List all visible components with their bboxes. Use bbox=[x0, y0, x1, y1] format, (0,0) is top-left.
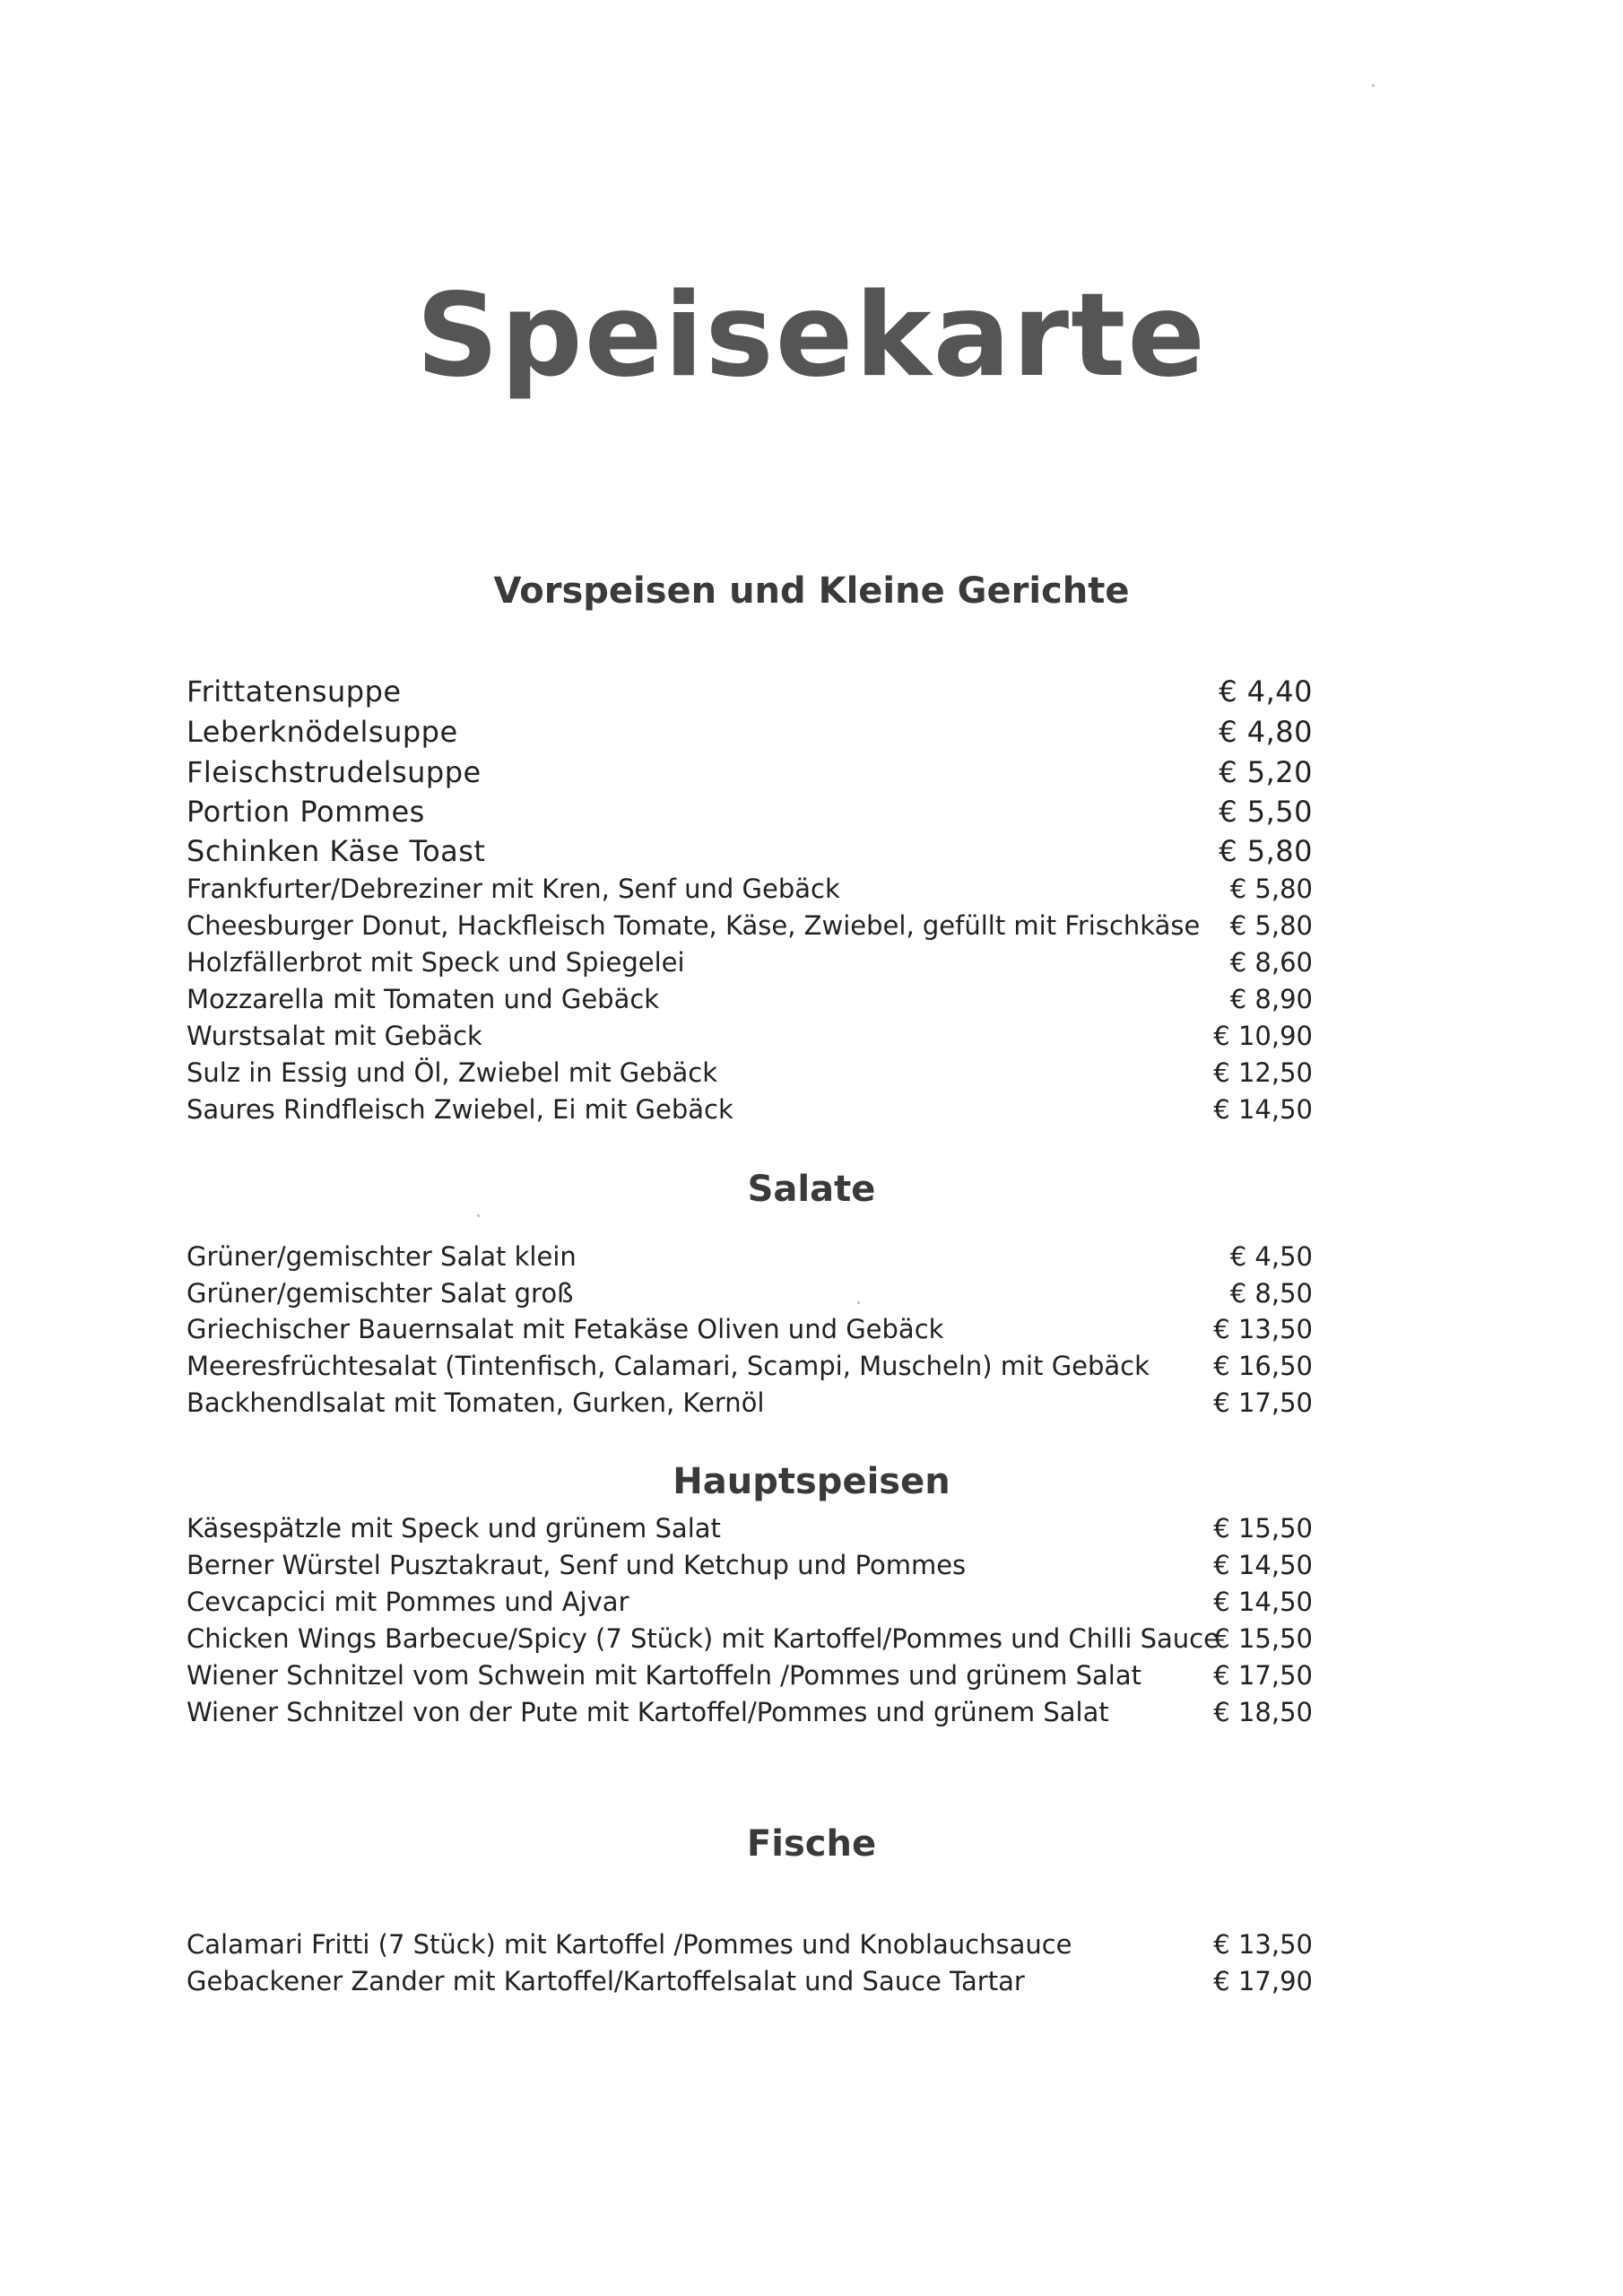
section-heading-salate: Salate bbox=[747, 1169, 876, 1210]
item-price: € 5,20 bbox=[1219, 755, 1313, 789]
item-name: Chicken Wings Barbecue/Spicy (7 Stück) mit Kartoffel/Pommes und Chilli Sauce bbox=[187, 1623, 1219, 1654]
menu-item bbox=[187, 1057, 1313, 1097]
item-price: € 8,90 bbox=[1229, 984, 1313, 1014]
item-price: € 15,50 bbox=[1213, 1513, 1313, 1544]
item-price: € 4,80 bbox=[1219, 715, 1313, 749]
menu-item bbox=[187, 1351, 1313, 1390]
item-price: € 5,80 bbox=[1219, 834, 1313, 868]
item-name: Cevcapcici mit Pommes und Ajvar bbox=[187, 1587, 629, 1617]
item-price: € 8,50 bbox=[1229, 1278, 1313, 1309]
menu-item bbox=[187, 1241, 1313, 1281]
item-price: € 17,90 bbox=[1213, 1966, 1313, 1996]
scan-speck bbox=[857, 1301, 860, 1304]
menu-item bbox=[187, 834, 1313, 874]
scan-speck bbox=[1372, 84, 1375, 87]
item-name: Calamari Fritti (7 Stück) mit Kartoffel /Pommes und Knoblauchsauce bbox=[187, 1929, 1072, 1960]
menu-item bbox=[187, 874, 1313, 913]
item-price: € 4,50 bbox=[1229, 1241, 1313, 1272]
item-name: Cheesburger Donut, Hackfleisch Tomate, Käse, Zwiebel, gefüllt mit Frischkäse bbox=[187, 910, 1201, 941]
item-price: € 17,50 bbox=[1213, 1660, 1313, 1691]
item-name: Mozzarella mit Tomaten und Gebäck bbox=[187, 984, 660, 1014]
item-name: Gebackener Zander mit Kartoffel/Kartoffelsalat und Sauce Tartar bbox=[187, 1966, 1025, 1996]
item-name: Käsespätzle mit Speck und grünem Salat bbox=[187, 1513, 721, 1544]
menu-item bbox=[187, 674, 1313, 714]
menu-item bbox=[187, 984, 1313, 1023]
item-price: € 17,50 bbox=[1213, 1387, 1313, 1418]
item-name: Fleischstrudelsuppe bbox=[187, 755, 482, 789]
menu-item bbox=[187, 1278, 1313, 1318]
item-name: Portion Pommes bbox=[187, 795, 425, 829]
item-price: € 10,90 bbox=[1213, 1021, 1313, 1051]
item-name: Saures Rindfleisch Zwiebel, Ei mit Gebäck bbox=[187, 1094, 733, 1125]
item-name: Frittatensuppe bbox=[187, 674, 402, 709]
item-name: Berner Würstel Pusztakraut, Senf und Ketchup und Pommes bbox=[187, 1550, 967, 1580]
item-price: € 5,50 bbox=[1219, 795, 1313, 829]
item-price: € 14,50 bbox=[1213, 1587, 1313, 1617]
item-price: € 18,50 bbox=[1213, 1697, 1313, 1727]
item-name: Schinken Käse Toast bbox=[187, 834, 486, 868]
menu-item bbox=[187, 910, 1313, 950]
menu-item bbox=[187, 1966, 1313, 2005]
item-price: € 13,50 bbox=[1213, 1314, 1313, 1344]
menu-item bbox=[187, 1387, 1313, 1427]
menu-item bbox=[187, 1587, 1313, 1626]
section-heading-hauptspeisen: Hauptspeisen bbox=[673, 1461, 950, 1502]
menu-item bbox=[187, 1550, 1313, 1589]
item-price: € 13,50 bbox=[1213, 1929, 1313, 1960]
item-price: € 5,80 bbox=[1229, 874, 1313, 904]
menu-item bbox=[187, 1513, 1313, 1552]
menu-item bbox=[187, 755, 1313, 795]
item-price: € 8,60 bbox=[1229, 947, 1313, 978]
item-name: Griechischer Bauernsalat mit Fetakäse Oliven und Gebäck bbox=[187, 1314, 944, 1344]
page-title: Speisekarte bbox=[415, 269, 1208, 403]
menu-item bbox=[187, 795, 1313, 834]
menu-item bbox=[187, 1021, 1313, 1060]
item-name: Backhendlsalat mit Tomaten, Gurken, Kernöl bbox=[187, 1387, 765, 1418]
menu-item bbox=[187, 1929, 1313, 1969]
item-name: Leberknödelsuppe bbox=[187, 715, 458, 749]
item-name: Meeresfrüchtesalat (Tintenfisch, Calamari, Scampi, Muscheln) mit Gebäck bbox=[187, 1351, 1150, 1381]
menu-item bbox=[187, 1697, 1313, 1736]
item-price: € 14,50 bbox=[1213, 1094, 1313, 1125]
section-heading-fische: Fische bbox=[746, 1823, 877, 1865]
item-price: € 15,50 bbox=[1213, 1623, 1313, 1654]
item-name: Wurstsalat mit Gebäck bbox=[187, 1021, 482, 1051]
menu-item bbox=[187, 1660, 1313, 1700]
item-price: € 5,80 bbox=[1229, 910, 1313, 941]
section-heading-vorspeisen: Vorspeisen und Kleine Gerichte bbox=[493, 570, 1130, 612]
item-price: € 16,50 bbox=[1213, 1351, 1313, 1381]
item-name: Sulz in Essig und Öl, Zwiebel mit Gebäck bbox=[187, 1057, 718, 1088]
scan-speck bbox=[477, 1214, 480, 1217]
item-name: Frankfurter/Debreziner mit Kren, Senf und Gebäck bbox=[187, 874, 840, 904]
menu-item bbox=[187, 947, 1313, 987]
menu-item bbox=[187, 1623, 1313, 1663]
item-name: Grüner/gemischter Salat groß bbox=[187, 1278, 574, 1309]
item-name: Holzfällerbrot mit Speck und Spiegelei bbox=[187, 947, 685, 978]
menu-item bbox=[187, 1314, 1313, 1353]
item-price: € 4,40 bbox=[1219, 674, 1313, 709]
item-name: Wiener Schnitzel vom Schwein mit Kartoffeln /Pommes und grünem Salat bbox=[187, 1660, 1141, 1691]
item-name: Wiener Schnitzel von der Pute mit Kartoffel/Pommes und grünem Salat bbox=[187, 1697, 1109, 1727]
menu-item bbox=[187, 715, 1313, 754]
item-name: Grüner/gemischter Salat klein bbox=[187, 1241, 577, 1272]
menu-item bbox=[187, 1094, 1313, 1134]
item-price: € 14,50 bbox=[1213, 1550, 1313, 1580]
item-price: € 12,50 bbox=[1213, 1057, 1313, 1088]
